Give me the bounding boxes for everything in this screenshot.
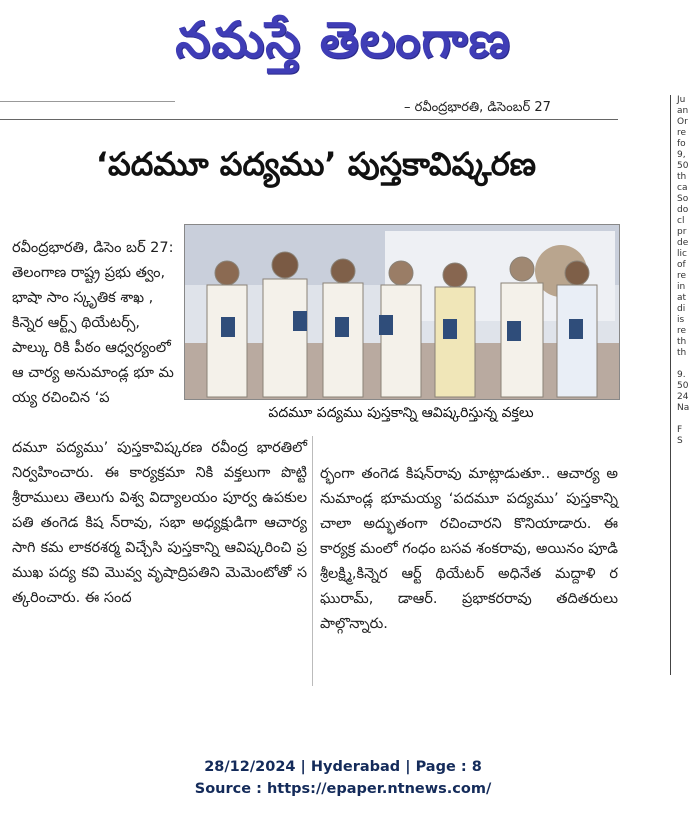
sidebar-fragment: pr [677, 227, 687, 237]
event-photo [184, 224, 620, 400]
sidebar-fragment [671, 359, 687, 370]
sidebar-fragment: re [677, 271, 687, 281]
footer-source-link[interactable]: Source : https://epaper.ntnews.com/ [194, 781, 492, 797]
newspaper-masthead [0, 0, 686, 86]
masthead-title: నమస్తే తెలంగాణ [175, 10, 511, 69]
sidebar-fragment: th [677, 172, 687, 182]
sidebar-fragment: 50 [677, 161, 689, 171]
sidebar-fragment: fo [677, 139, 686, 149]
sidebar-fragment: F [677, 425, 683, 435]
column-divider [312, 436, 313, 686]
footer-date-line: 28/12/2024 | Hyderabad | Page : 8 [204, 759, 482, 775]
sidebar-fragment: re [677, 326, 687, 336]
sidebar-fragment: ca [677, 183, 688, 193]
sidebar-fragment: Na [677, 403, 689, 413]
sidebar-fragment: an [677, 106, 689, 116]
sidebar-fragment: of [677, 260, 686, 270]
source-footer [0, 756, 686, 800]
sidebar-fragment: lic [677, 249, 687, 259]
article-headline: ‘పదమూ పద్యము’ పుస్తకావిష్కరణ [95, 145, 537, 183]
photo-caption: పదమూ పద్యము పుస్తకాన్ని ఆవిష్కరిస్తున్న వక్తలు [268, 405, 534, 421]
sidebar-fragment: 9. [677, 370, 686, 380]
article-column-2: ర్భంగా తంగెడ కిషన్‌రావు మాట్లాడుతూ.. ఆచార్య అనుమాండ్ల భూమయ్య ‘పదమూ పద్యము’ పుస్తకాన్ని చాలా అద్భుతంగా రచించారని కొనియాడారు. ఈ కార్యక్ర మంలో గంధం బసవ శంకరావు, అయినం పూడి శ్రీలక్ష్మి,కిన్నెర ఆర్ట్ థియేటర్ అధినేత మద్దాళి రఘురామ్, డా‌ఆర్. ప్రభాకరరావు తదితరులు పాల్గొన్నారు. [320, 466, 619, 632]
sidebar-fragment: 9, [677, 150, 686, 160]
photo-illustration [185, 225, 619, 399]
dashed-rule [0, 101, 175, 102]
sidebar-fragment: at [677, 293, 687, 303]
sidebar-fragment: th [677, 337, 687, 347]
sidebar-fragment: re [677, 128, 687, 138]
article-column-1-top: రవీంద్రభారతి, డిసెం బర్ 27: తెలంగాణ రాష్ట్ర ప్రభు త్వం, భాషా సాం స్కృతిక శాఖ , కిన్నెర ఆర్ట్స్ థియేటర్స్,పాల్కు రికి పీఠం ఆధ్వర్యంలో ఆ చార్య అనుమాండ్ల భూ మయ్య రచించిన ‘ప [12, 240, 174, 406]
sidebar-fragment: S [677, 436, 683, 446]
sidebar-fragment: th [677, 348, 687, 358]
article-column-1-bottom: దమూ పద్యము’ పుస్తకావిష్కరణ రవీంద్ర భారతిలో నిర్వహించారు. ఈ కార్యక్రమా నికి వక్తలుగా పొట్టి శ్రీరాములు తెలుగు విశ్వ విద్యాలయం పూర్వ ఉపకులపతి తంగెడ కిష న్‌రావు, సభా అధ్యక్షుడిగా ఆచార్య సాగి కమ లాకరశర్మ విచ్చేసి పుస్తకాన్ని ఆవిష్కరించి ప్రముఖ పద్య కవి మొవ్వ వృషాద్రిపతిని మెమెంటోతో సత్కరించారు. ఈ సంద [12, 440, 307, 606]
sidebar-fragment: Ju [677, 95, 686, 105]
adjacent-article-strip [670, 95, 687, 675]
article-dateline: – రవీంద్రభారతి, డిసెంబర్ 27 [404, 100, 551, 115]
sidebar-fragment: 50 [677, 381, 689, 391]
header-rule [0, 119, 618, 120]
sidebar-fragment: is [677, 315, 685, 325]
sidebar-fragment: 24 [677, 392, 689, 402]
sidebar-fragment: So [677, 194, 689, 204]
sidebar-fragment [671, 414, 687, 425]
sidebar-fragment: do [677, 205, 689, 215]
sidebar-fragment: in [677, 282, 686, 292]
sidebar-fragment: cl [677, 216, 685, 226]
sidebar-fragment: di [677, 304, 686, 314]
sidebar-fragment: Or [677, 117, 688, 127]
sidebar-fragment: de [677, 238, 689, 248]
